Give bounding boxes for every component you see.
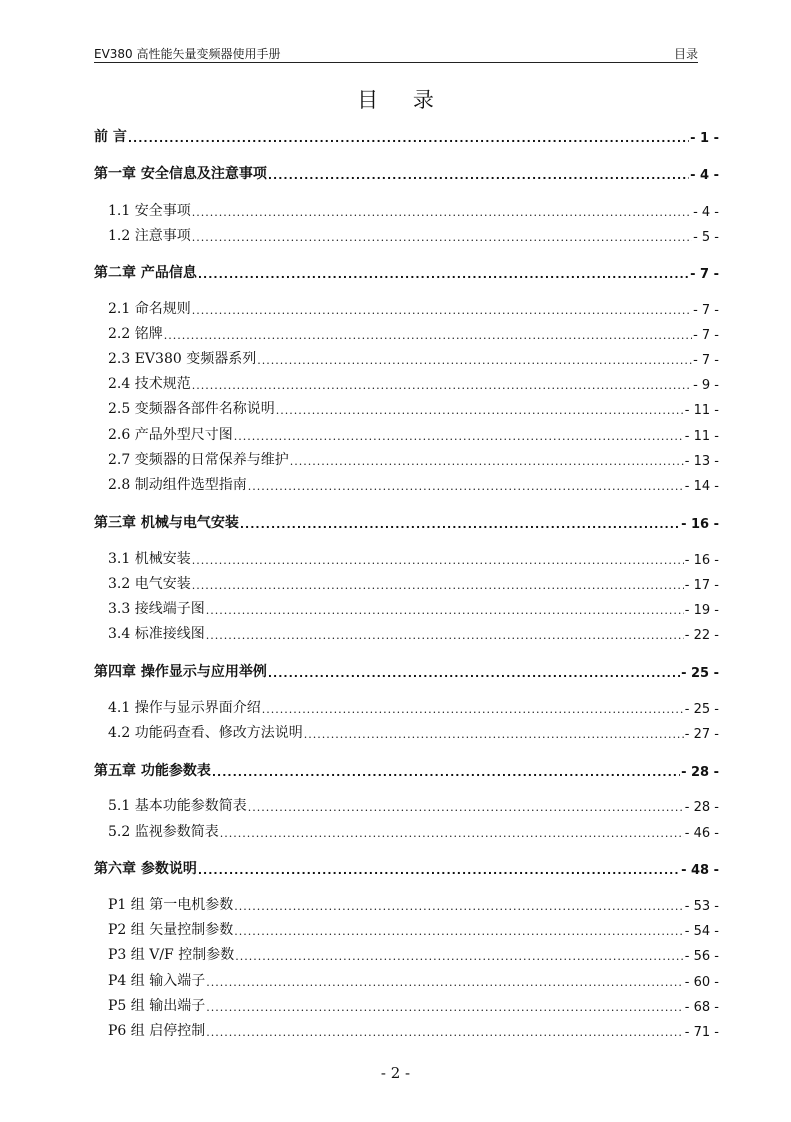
toc-entry-page: - 53 -: [684, 899, 719, 914]
toc-dot-leader: [128, 132, 689, 146]
toc-dot-leader: [198, 864, 680, 878]
toc-entry-section-2-3[interactable]: [108, 348, 719, 368]
toc-entry-title: 第一章 安全信息及注意事项: [94, 166, 267, 182]
toc-entry-page: - 5 -: [693, 230, 719, 245]
toc-entry-chapter-4[interactable]: [94, 661, 719, 681]
toc-entry-page: - 11 -: [684, 429, 719, 444]
toc-dot-leader: [234, 925, 684, 939]
toc-entry-title: P6 组 启停控制: [108, 1023, 206, 1039]
toc-entry-title: 2.3 EV380 变频器系列: [108, 351, 257, 367]
toc-dot-leader: [248, 480, 684, 494]
toc-entry-section-2-6[interactable]: [108, 424, 719, 444]
toc-entry-section-2-8[interactable]: [108, 474, 719, 494]
toc-entry-page: - 56 -: [684, 949, 719, 964]
toc-entry-chapter-2[interactable]: [94, 262, 719, 282]
toc-entry-page: - 9 -: [693, 378, 719, 393]
header-manual-title: EV380 高性能矢量变频器使用手册: [94, 47, 281, 61]
toc-entry-section-2-2[interactable]: [108, 323, 719, 343]
toc-dot-leader: [268, 667, 680, 681]
toc-entry-page: - 25 -: [684, 702, 719, 717]
toc-entry-title: P1 组 第一电机参数: [108, 897, 234, 913]
toc-entry-title: 第六章 参数说明: [94, 861, 197, 877]
toc-entry-page: - 13 -: [684, 454, 719, 469]
toc-dot-leader: [304, 728, 684, 742]
page-number: - 2 -: [380, 1064, 411, 1082]
toc-entry-title: 第四章 操作显示与应用举例: [94, 664, 267, 680]
toc-entry-section-4-2[interactable]: [108, 722, 719, 742]
toc-dot-leader: [212, 766, 680, 780]
toc-entry-section-2-7[interactable]: [108, 449, 719, 469]
toc-entry-chapter-1[interactable]: [94, 163, 719, 183]
toc-entry-section-3-3[interactable]: [108, 598, 719, 618]
toc-entry-page: - 14 -: [684, 479, 719, 494]
toc-entry-group-p4[interactable]: [108, 970, 719, 990]
toc-entry-title: P2 组 矢量控制参数: [108, 922, 234, 938]
toc-entry-page: - 16 -: [681, 517, 719, 532]
toc-entry-title: P3 组 V/F 控制参数: [108, 947, 235, 963]
toc-entry-page: - 4 -: [693, 205, 719, 220]
toc-entry-page: - 68 -: [684, 1000, 719, 1015]
toc-entry-section-2-5[interactable]: [108, 398, 719, 418]
toc-entry-page: - 11 -: [684, 403, 719, 418]
toc-entry-page: - 16 -: [684, 553, 719, 568]
toc-entry-section-3-2[interactable]: [108, 573, 719, 593]
toc-dot-leader: [257, 354, 692, 368]
toc-dot-leader: [198, 268, 689, 282]
toc-entry-title: 1.2 注意事项: [108, 228, 191, 244]
toc-dot-leader: [192, 231, 692, 245]
toc-entry-title: P4 组 输入端子: [108, 973, 206, 989]
toc-entry-title: 5.1 基本功能参数简表: [108, 798, 247, 814]
toc-entry-title: 前 言: [94, 129, 127, 145]
toc-entry-title: 1.1 安全事项: [108, 203, 191, 219]
toc-dot-leader: [192, 304, 692, 318]
toc-entry-group-p3[interactable]: [108, 944, 719, 964]
toc-entry-page: - 7 -: [693, 328, 719, 343]
toc-dot-leader: [268, 169, 689, 183]
toc-dot-leader: [206, 629, 684, 643]
toc-dot-leader: [206, 604, 684, 618]
toc-dot-leader: [192, 554, 684, 568]
toc-entry-title: 2.1 命名规则: [108, 301, 191, 317]
toc-dot-leader: [192, 206, 692, 220]
toc-entry-title: 第五章 功能参数表: [94, 763, 211, 779]
toc-entry-title: 2.8 制动组件选型指南: [108, 477, 247, 493]
toc-entry-group-p5[interactable]: [108, 995, 719, 1015]
toc-entry-section-3-4[interactable]: [108, 623, 719, 643]
toc-entry-chapter-3[interactable]: [94, 512, 719, 532]
toc-dot-leader: [220, 827, 684, 841]
toc-entry-title: 3.4 标准接线图: [108, 626, 205, 642]
toc-dot-leader: [206, 976, 684, 990]
toc-dot-leader: [276, 404, 684, 418]
toc-entry-title: P5 组 输出端子: [108, 998, 206, 1014]
toc-dot-leader: [206, 1001, 684, 1015]
toc-dot-leader: [206, 1026, 684, 1040]
toc-entry-page: - 71 -: [684, 1025, 719, 1040]
header-section-name: 目录: [673, 47, 698, 61]
toc-entry-page: - 1 -: [690, 131, 719, 146]
toc-entry-title: 3.3 接线端子图: [108, 601, 205, 617]
toc-entry-title: 4.2 功能码查看、修改方法说明: [108, 725, 303, 741]
toc-entry-title: 5.2 监视参数简表: [108, 824, 219, 840]
toc-entry-page: - 7 -: [693, 353, 719, 368]
toc-entry-group-p1[interactable]: [108, 894, 719, 914]
toc-entry-preface[interactable]: [94, 126, 719, 146]
toc-dot-leader: [248, 801, 684, 815]
toc-dot-leader: [235, 950, 684, 964]
toc-entry-page: - 22 -: [684, 628, 719, 643]
toc-entry-page: - 46 -: [684, 826, 719, 841]
toc-dot-leader: [290, 455, 684, 469]
toc-entry-page: - 28 -: [681, 765, 719, 780]
toc-entry-title: 3.1 机械安装: [108, 551, 191, 567]
toc-entry-title: 2.6 产品外型尺寸图: [108, 427, 233, 443]
toc-entry-title: 第三章 机械与电气安装: [94, 515, 239, 531]
toc-entry-title: 第二章 产品信息: [94, 265, 197, 281]
toc-entry-section-1-1[interactable]: [108, 200, 719, 220]
toc-entry-title: 4.1 操作与显示界面介绍: [108, 700, 261, 716]
toc-entry-title: 2.5 变频器各部件名称说明: [108, 401, 275, 417]
toc-entry-section-2-4[interactable]: [108, 373, 719, 393]
toc-entry-title: 2.4 技术规范: [108, 376, 191, 392]
toc-dot-leader: [164, 329, 692, 343]
toc-entry-page: - 7 -: [690, 267, 719, 282]
toc-entry-chapter-6[interactable]: [94, 858, 719, 878]
toc-entry-page: - 7 -: [693, 303, 719, 318]
toc-entry-page: - 25 -: [681, 666, 719, 681]
toc-entry-page: - 4 -: [690, 168, 719, 183]
toc-entry-title: 2.2 铭牌: [108, 326, 163, 342]
toc-entry-page: - 48 -: [681, 863, 719, 878]
toc-entry-title: 3.2 电气安装: [108, 576, 191, 592]
toc-entry-section-2-1[interactable]: [108, 298, 719, 318]
toc-entry-section-5-2[interactable]: [108, 821, 719, 841]
toc-entry-chapter-5[interactable]: [94, 760, 719, 780]
toc-entry-page: - 27 -: [684, 727, 719, 742]
toc-entry-section-1-2[interactable]: [108, 225, 719, 245]
toc-entry-page: - 19 -: [684, 603, 719, 618]
toc-entry-page: - 17 -: [684, 578, 719, 593]
toc-dot-leader: [240, 518, 680, 532]
toc-entry-page: - 54 -: [684, 924, 719, 939]
toc-entry-group-p6[interactable]: [108, 1020, 719, 1040]
toc-entry-section-4-1[interactable]: [108, 697, 719, 717]
toc-dot-leader: [192, 579, 684, 593]
toc-dot-leader: [234, 430, 684, 444]
toc-title: 目 录: [357, 88, 448, 112]
toc-entry-page: - 60 -: [684, 975, 719, 990]
toc-entry-section-3-1[interactable]: [108, 548, 719, 568]
toc-entry-title: 2.7 变频器的日常保养与维护: [108, 452, 289, 468]
toc-dot-leader: [234, 900, 684, 914]
toc-entry-group-p2[interactable]: [108, 919, 719, 939]
toc-dot-leader: [262, 703, 684, 717]
toc-dot-leader: [192, 379, 692, 393]
toc-entry-page: - 28 -: [684, 800, 719, 815]
toc-entry-section-5-1[interactable]: [108, 795, 719, 815]
